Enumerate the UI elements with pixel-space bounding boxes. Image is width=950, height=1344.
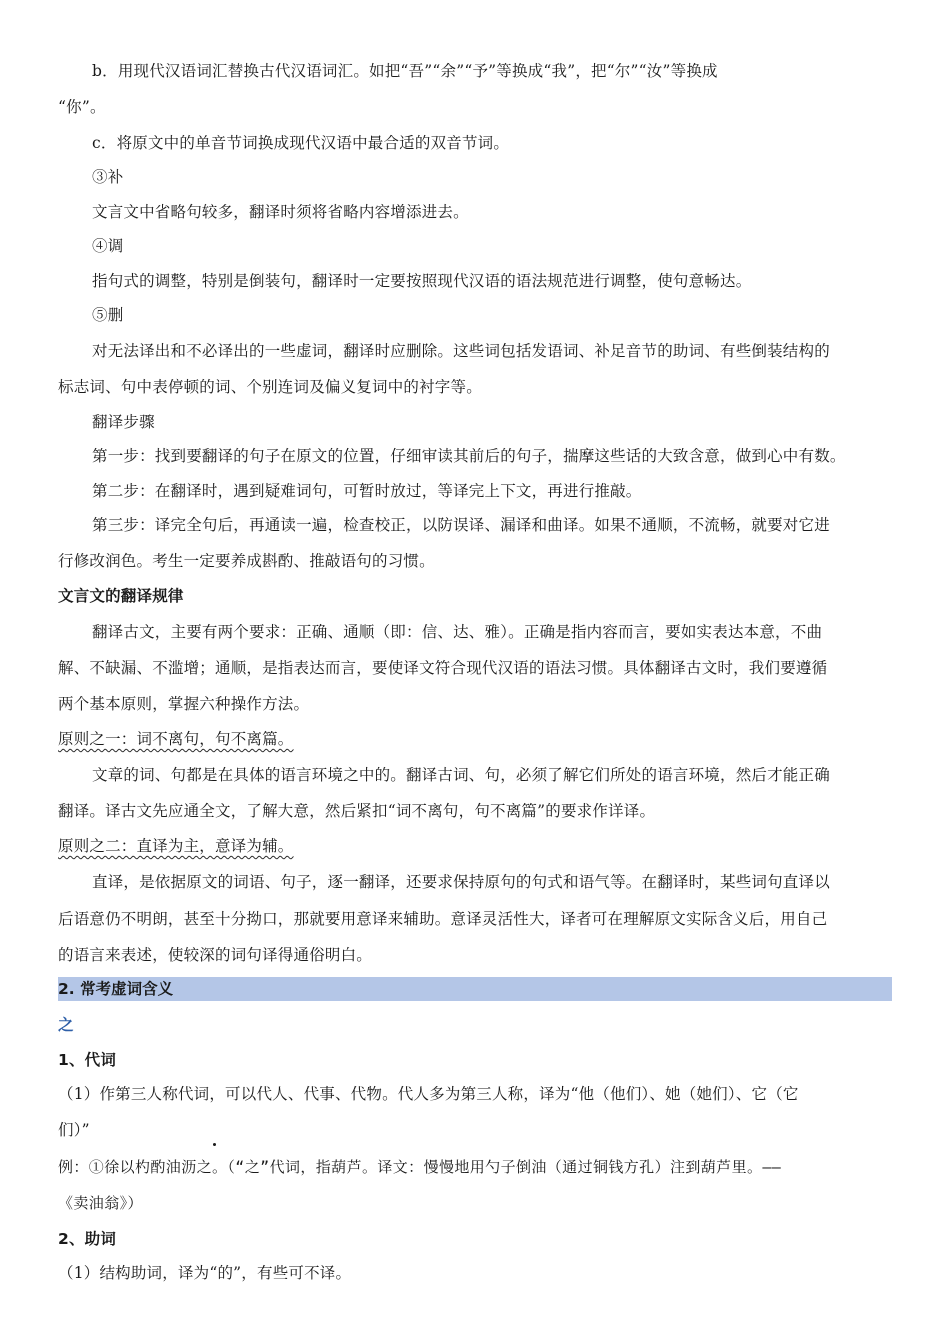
text-line: c．将原文中的单音节词换成现代汉语中最合适的双音节词。: [92, 134, 510, 152]
text-line: 文章的词、句都是在具体的语言环境之中的。翻译古词、句，必须了解它们所处的语言环境，然后才能正确: [92, 766, 830, 784]
text-line: 文言文中省略句较多，翻译时须将省略内容增添进去。: [92, 203, 469, 221]
word-heading: 之: [58, 1016, 74, 1034]
text-line: 解、不缺漏、不滥增；通顺，是指表达而言，要使译文符合现代汉语的语法习惯。具体翻译古文时，我们要遵循: [58, 659, 828, 677]
text-line: 标志词、句中表停顿的词、个别连词及偏义复词中的衬字等。: [58, 378, 482, 396]
text-line: 指句式的调整，特别是倒装句，翻译时一定要按照现代汉语的语法规范进行调整，使句意畅达。: [92, 272, 752, 290]
emphasis-dot: [213, 1143, 216, 1146]
principle-heading: 原则之二：直译为主，意译为辅。: [58, 837, 294, 855]
text-line: “你”。: [58, 98, 106, 116]
text-line: 两个基本原则，掌握六种操作方法。: [58, 695, 310, 713]
text-line: b．用现代汉语词汇替换古代汉语词汇。如把“吾”“余”“予”等换成“我”，把“尔”“汝”等换成: [92, 62, 718, 80]
section-title: 2. 常考虚词含义: [58, 980, 174, 998]
section-heading: 文言文的翻译规律: [58, 587, 184, 605]
section-title-bar: [58, 977, 892, 1001]
principle-heading: 原则之一：词不离句，句不离篇。: [58, 730, 294, 748]
subheading: 1、代词: [58, 1051, 117, 1069]
text-line: ⑤删: [92, 306, 124, 324]
text-line: 后语意仍不明朗，甚至十分拗口，那就要用意译来辅助。意译灵活性大，译者可在理解原文实际含义后，用自己: [58, 910, 828, 928]
text-line: （1）作第三人称代词，可以代人、代事、代物。代人多为第三人称，译为“他（他们）、她（她们）、它（它: [58, 1085, 799, 1103]
text-line: 们）”: [58, 1121, 90, 1139]
text-line: 直译，是依据原文的词语、句子，逐一翻译，还要求保持原句的句式和语气等。在翻译时，某些词句直译以: [92, 873, 830, 891]
text-line: 翻译步骤: [92, 413, 155, 431]
text-line: ③补: [92, 168, 124, 186]
example-line: 例：①徐以杓酌油沥之。（“之”代词，指葫芦。译文：慢慢地用勺子倒油（通过铜钱方孔）注到葫芦里。——: [58, 1158, 782, 1176]
text-line: 的语言来表述，使较深的词句译得通俗明白。: [58, 946, 373, 964]
text-line: 行修改润色。考生一定要养成斟酌、推敲语句的习惯。: [58, 552, 435, 570]
text-line: 第一步：找到要翻译的句子在原文的位置，仔细审读其前后的句子，揣摩这些话的大致含意，做到心中有数。: [92, 447, 846, 465]
subheading: 2、助词: [58, 1230, 117, 1248]
text-line: ④调: [92, 237, 124, 255]
text-line: 第三步：译完全句后，再通读一遍，检查校正，以防误译、漏译和曲译。如果不通顺，不流畅，就要对它进: [92, 516, 830, 534]
text-line: 翻译。译古文先应通全文，了解大意，然后紧扣“词不离句，句不离篇”的要求作详译。: [58, 802, 656, 820]
text-line: （1）结构助词，译为“的”，有些可不译。: [58, 1264, 352, 1282]
example-line: 《卖油翁》）: [58, 1194, 143, 1212]
text-line: 对无法译出和不必译出的一些虚词，翻译时应删除。这些词包括发语词、补足音节的助词、有些倒装结构的: [92, 342, 830, 360]
text-line: 第二步：在翻译时，遇到疑难词句，可暂时放过，等译完上下文，再进行推敲。: [92, 482, 642, 500]
text-line: 翻译古文，主要有两个要求：正确、通顺（即：信、达、雅）。正确是指内容而言，要如实表达本意，不曲: [92, 623, 823, 641]
